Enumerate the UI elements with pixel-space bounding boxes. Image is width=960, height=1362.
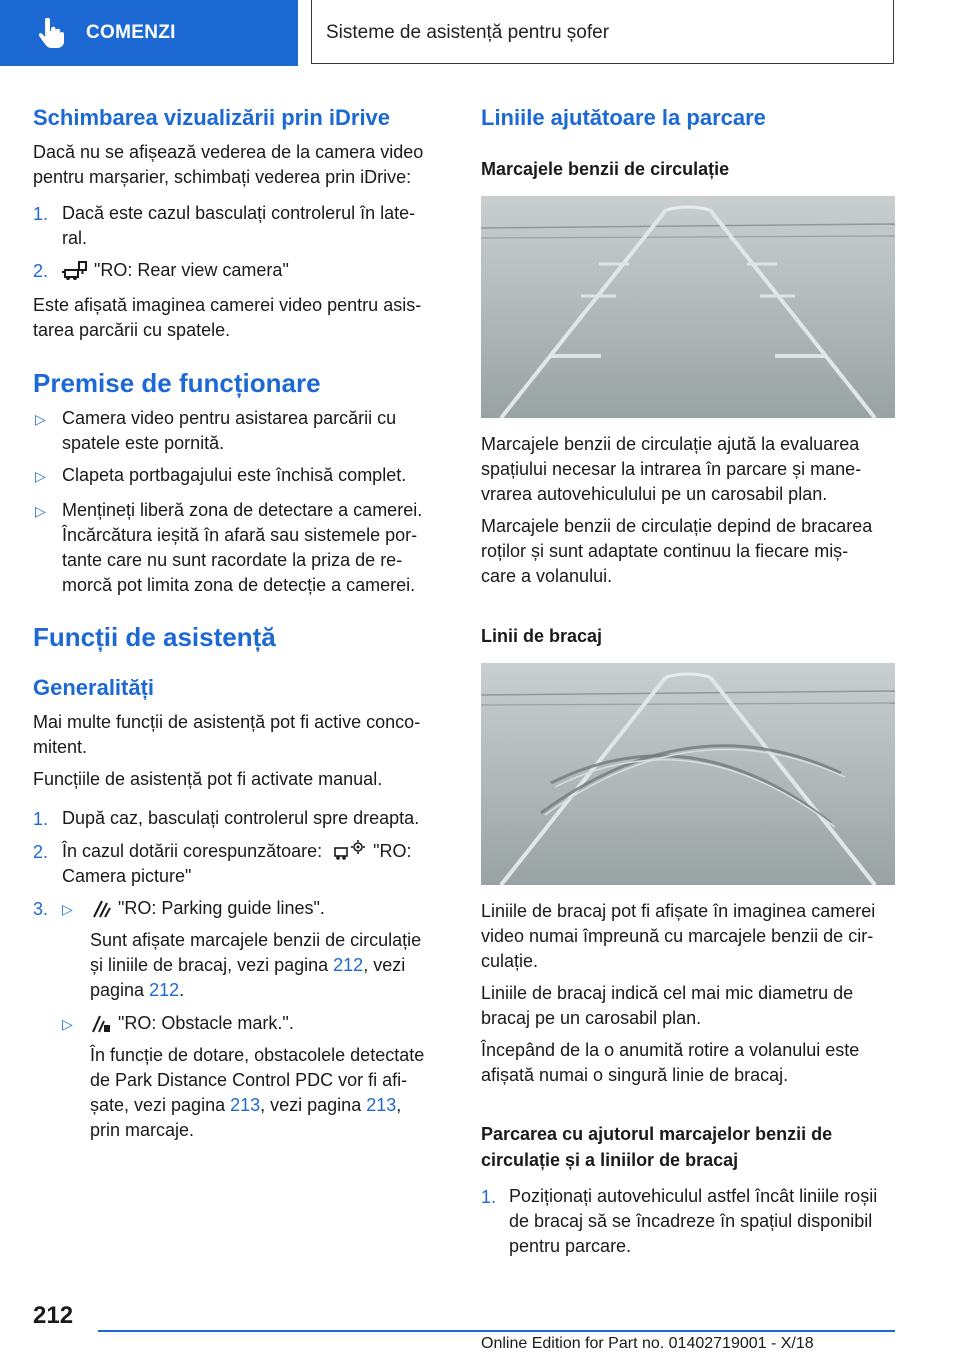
text-line: Funcțiile de asistență pot fi activate manual.: [33, 769, 383, 789]
text-line: Marcajele benzii de circulație depind de bracarea: [481, 516, 873, 536]
text-line: Este afișată imaginea camerei video pentru asis-: [33, 295, 422, 315]
bullet-text: morcă pot limita zona de detecție a camerei.: [62, 575, 416, 595]
bullet-text-line: [90, 953, 405, 978]
step-text-line: [62, 258, 289, 283]
bullet-text: În funcție de dotare, obstacolele detectate: [90, 1045, 425, 1065]
page-link[interactable]: 212: [149, 980, 180, 1000]
step-text-line: [62, 839, 412, 864]
image-turning-lines: [481, 663, 895, 885]
heading-schimbare: Schimbarea vizualizării prin iDrive: [33, 105, 391, 130]
text-span: ,: [396, 1095, 402, 1115]
heading-generalitati: Generalități: [33, 675, 155, 700]
bullet-text-line: [90, 896, 325, 921]
step-text: După caz, basculați controlerul spre dreapta.: [62, 808, 420, 828]
text-line: Marcajele benzii de circulație ajută la evaluarea: [481, 434, 860, 454]
text-line: Dacă nu se afișează vederea de la camera video: [33, 142, 424, 162]
bullet-triangle: ▷: [35, 411, 46, 427]
bullet-triangle: ▷: [62, 1016, 73, 1032]
step-text: ral.: [62, 228, 88, 248]
bullet-triangle: ▷: [35, 503, 46, 519]
text-line: Mai multe funcții de asistență pot fi active conco-: [33, 712, 421, 732]
menu-item-parking-guide-lines: "RO: Parking guide lines".: [118, 898, 325, 918]
step-text: În cazul dotării corespunzătoare:: [62, 841, 323, 861]
page-link[interactable]: 213: [230, 1095, 261, 1115]
bullet-triangle: ▷: [35, 468, 46, 484]
text-line: afișată numai o singură linie de bracaj.: [481, 1065, 789, 1085]
menu-item-camera-picture: "RO:: [373, 841, 412, 861]
step-number: 1.: [33, 204, 49, 224]
bullet-text-line: [90, 1011, 294, 1036]
text-line: tarea parcării cu spatele.: [33, 320, 231, 340]
step-text: Poziționați autovehiculul astfel încât liniile roșii: [509, 1186, 878, 1206]
text-span: pagina: [90, 980, 150, 1000]
bullet-text: spatele este pornită.: [62, 433, 225, 453]
step-text: pentru parcare.: [509, 1236, 632, 1256]
step-number: 1.: [481, 1187, 497, 1207]
page-number: 212: [33, 1302, 74, 1329]
text-line: culație.: [481, 951, 539, 971]
step-number: 1.: [33, 809, 49, 829]
parking-lines-icon: [90, 898, 112, 918]
chapter-title: Sisteme de asistență pentru șofer: [326, 22, 610, 43]
heading-functii: Funcții de asistență: [33, 622, 276, 652]
text-line: Liniile de bracaj indică cel mai mic diametru de: [481, 983, 854, 1003]
heading-premise: Premise de funcționare: [33, 368, 321, 398]
text-span: șate, vezi pagina: [90, 1095, 231, 1115]
step-text: Dacă este cazul basculați controlerul în late-: [62, 203, 416, 223]
bullet-text: Clapeta portbagajului este închisă complet.: [62, 465, 407, 485]
text-line: spațiului necesar la intrarea în parcare și mane-: [481, 459, 862, 479]
menu-item-obstacle-mark: "RO: Obstacle mark.".: [118, 1013, 294, 1033]
text-line: roților și sunt adaptate continuu la fiecare miș-: [481, 541, 849, 561]
text-line: vrarea autovehiculului pe un carosabil plan.: [481, 484, 828, 504]
text-line: pentru marșarier, schimbați vederea prin iDrive:: [33, 167, 412, 187]
text-line: mitent.: [33, 737, 88, 757]
heading-marcaje: Marcajele benzii de circulație: [481, 159, 730, 179]
step-number: 2.: [33, 261, 49, 281]
text-line: Liniile de bracaj pot fi afișate în imaginea camerei: [481, 901, 876, 921]
hand-pointer-icon: [38, 18, 64, 48]
bullet-text: de Park Distance Control PDC vor fi afi-: [90, 1070, 408, 1090]
rear-camera-icon: [62, 260, 88, 280]
menu-item-rear-camera: "RO: Rear view camera": [94, 260, 289, 280]
bullet-text-line: [90, 978, 184, 1003]
step-number: 3.: [33, 899, 49, 919]
page-link[interactable]: 212: [333, 955, 364, 975]
bullet-text-line: [90, 1093, 401, 1118]
step-text: Camera picture": [62, 866, 192, 886]
section-label: COMENZI: [86, 22, 176, 43]
camera-settings-icon: [333, 839, 367, 861]
text-span: și liniile de bracaj, vezi pagina: [90, 955, 334, 975]
heading-linii-ajutatoare: Liniile ajutătoare la parcare: [481, 105, 766, 130]
heading-bracaj: Linii de bracaj: [481, 626, 603, 646]
footer-edition: Online Edition for Part no. 01402719001 - X/18: [481, 1335, 814, 1352]
section-tab[interactable]: [0, 0, 298, 66]
step-text: de bracaj să se încadreze în spațiul disponibil: [509, 1211, 873, 1231]
chapter-title-box: [311, 0, 894, 64]
text-span: , vezi pagina: [260, 1095, 367, 1115]
text-line: care a volanului.: [481, 566, 613, 586]
text-line: video numai împreună cu marcajele benzii de cir-: [481, 926, 874, 946]
bullet-text: Camera video pentru asistarea parcării cu: [62, 408, 397, 428]
obstacle-mark-icon: [90, 1013, 112, 1033]
step-number: 2.: [33, 842, 49, 862]
text-line: bracaj pe un carosabil plan.: [481, 1008, 702, 1028]
bullet-triangle: ▷: [62, 901, 73, 917]
text-span: .: [179, 980, 185, 1000]
bullet-text: Încărcătura ieșită în afară sau sistemele por-: [62, 525, 418, 545]
text-line: Începând de la o anumită rotire a volanului este: [481, 1040, 860, 1060]
bullet-text: Sunt afișate marcajele benzii de circulație: [90, 930, 422, 950]
heading-parcare: Parcarea cu ajutorul marcajelor benzii de: [481, 1124, 833, 1144]
footer-divider: [98, 1330, 895, 1332]
heading-parcare: circulație și a liniilor de bracaj: [481, 1150, 739, 1170]
bullet-text: prin marcaje.: [90, 1120, 195, 1140]
bullet-text: Mențineți liberă zona de detectare a camerei.: [62, 500, 423, 520]
bullet-text: tante care nu sunt racordate la priza de re-: [62, 550, 403, 570]
page-link[interactable]: 213: [366, 1095, 397, 1115]
text-span: , vezi: [363, 955, 406, 975]
image-lane-markings: [481, 196, 895, 418]
